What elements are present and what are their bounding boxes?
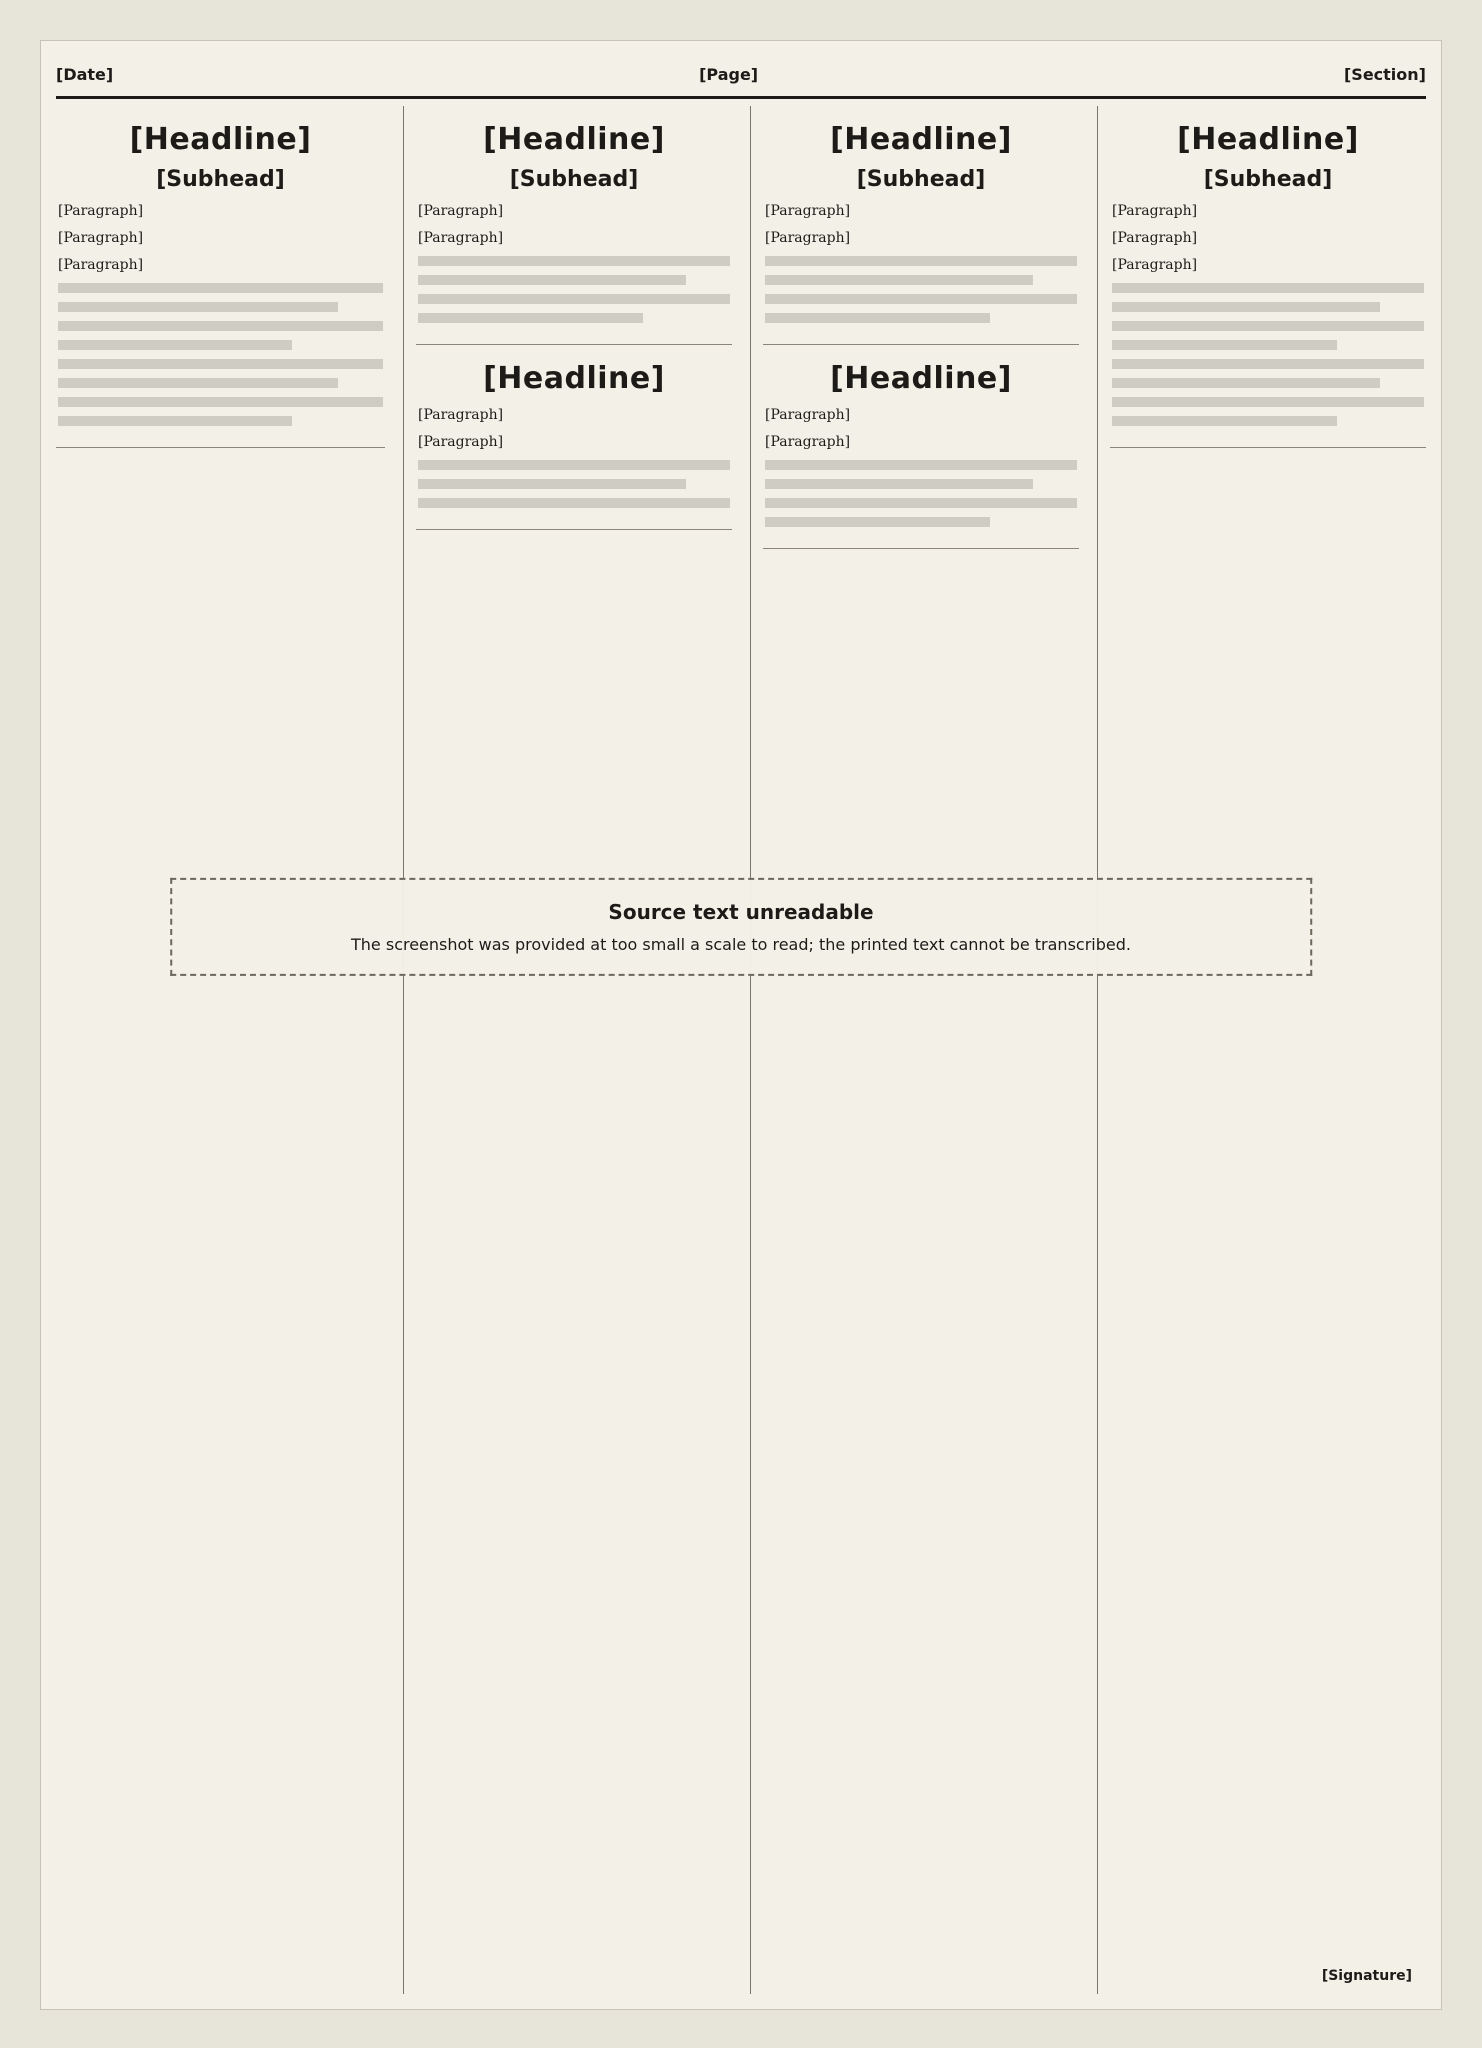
article-block — [56, 106, 385, 448]
article-paragraph: [Paragraph] — [58, 229, 144, 246]
article-block — [416, 106, 732, 345]
article-block — [763, 106, 1079, 345]
article-paragraph: [Paragraph] — [1112, 256, 1198, 273]
article-paragraph: [Paragraph] — [765, 229, 851, 246]
text-lines — [58, 283, 383, 426]
article-headline: [Headline] — [830, 122, 1012, 157]
text-lines — [418, 256, 730, 323]
text-lines — [418, 460, 730, 508]
article-paragraph: [Paragraph] — [418, 229, 504, 246]
article-paragraph: [Paragraph] — [765, 203, 851, 219]
column-1 — [56, 106, 385, 1994]
article-subhead: [Subhead] — [1203, 167, 1333, 192]
text-lines — [1112, 283, 1424, 426]
article-paragraph: [Paragraph] — [1112, 203, 1198, 219]
article-subhead: [Subhead] — [856, 167, 986, 192]
page-header — [56, 52, 1426, 99]
article-headline: [Headline] — [1177, 122, 1359, 157]
article-headline: [Headline] — [483, 360, 665, 396]
article-paragraph: [Paragraph] — [58, 203, 144, 219]
column-2 — [403, 106, 732, 1994]
column-3 — [750, 106, 1079, 1994]
article-paragraph: [Paragraph] — [58, 256, 144, 273]
article-headline: [Headline] — [129, 122, 312, 157]
article-paragraph: [Paragraph] — [765, 406, 851, 423]
header-date: [Date] — [56, 64, 114, 84]
signature: [Signature] — [1321, 1968, 1412, 1984]
transcription-notice — [170, 877, 1312, 975]
notice-body: The screenshot was provided at too small a scale to read; the printed text cannot be transcribed. — [351, 934, 1131, 954]
article-headline: [Headline] — [830, 360, 1012, 396]
article-paragraph: [Paragraph] — [765, 433, 851, 450]
text-lines — [765, 460, 1077, 527]
article-subhead: [Subhead] — [509, 167, 639, 192]
column-4 — [1097, 106, 1426, 1994]
article-headline: [Headline] — [483, 122, 665, 157]
article-block — [1110, 106, 1426, 448]
notice-heading: Source text unreadable — [608, 899, 874, 924]
article-paragraph: [Paragraph] — [418, 203, 504, 219]
newspaper-page — [40, 40, 1442, 2010]
article-paragraph: [Paragraph] — [1112, 229, 1198, 246]
article-paragraph: [Paragraph] — [418, 406, 504, 423]
header-page-number: [Page] — [699, 64, 759, 84]
header-section: [Section] — [1343, 64, 1426, 84]
article-paragraph: [Paragraph] — [418, 433, 504, 450]
article-block — [763, 345, 1079, 549]
article-columns — [56, 106, 1426, 1994]
article-block — [416, 345, 732, 530]
article-subhead: [Subhead] — [156, 167, 285, 192]
text-lines — [765, 256, 1077, 323]
